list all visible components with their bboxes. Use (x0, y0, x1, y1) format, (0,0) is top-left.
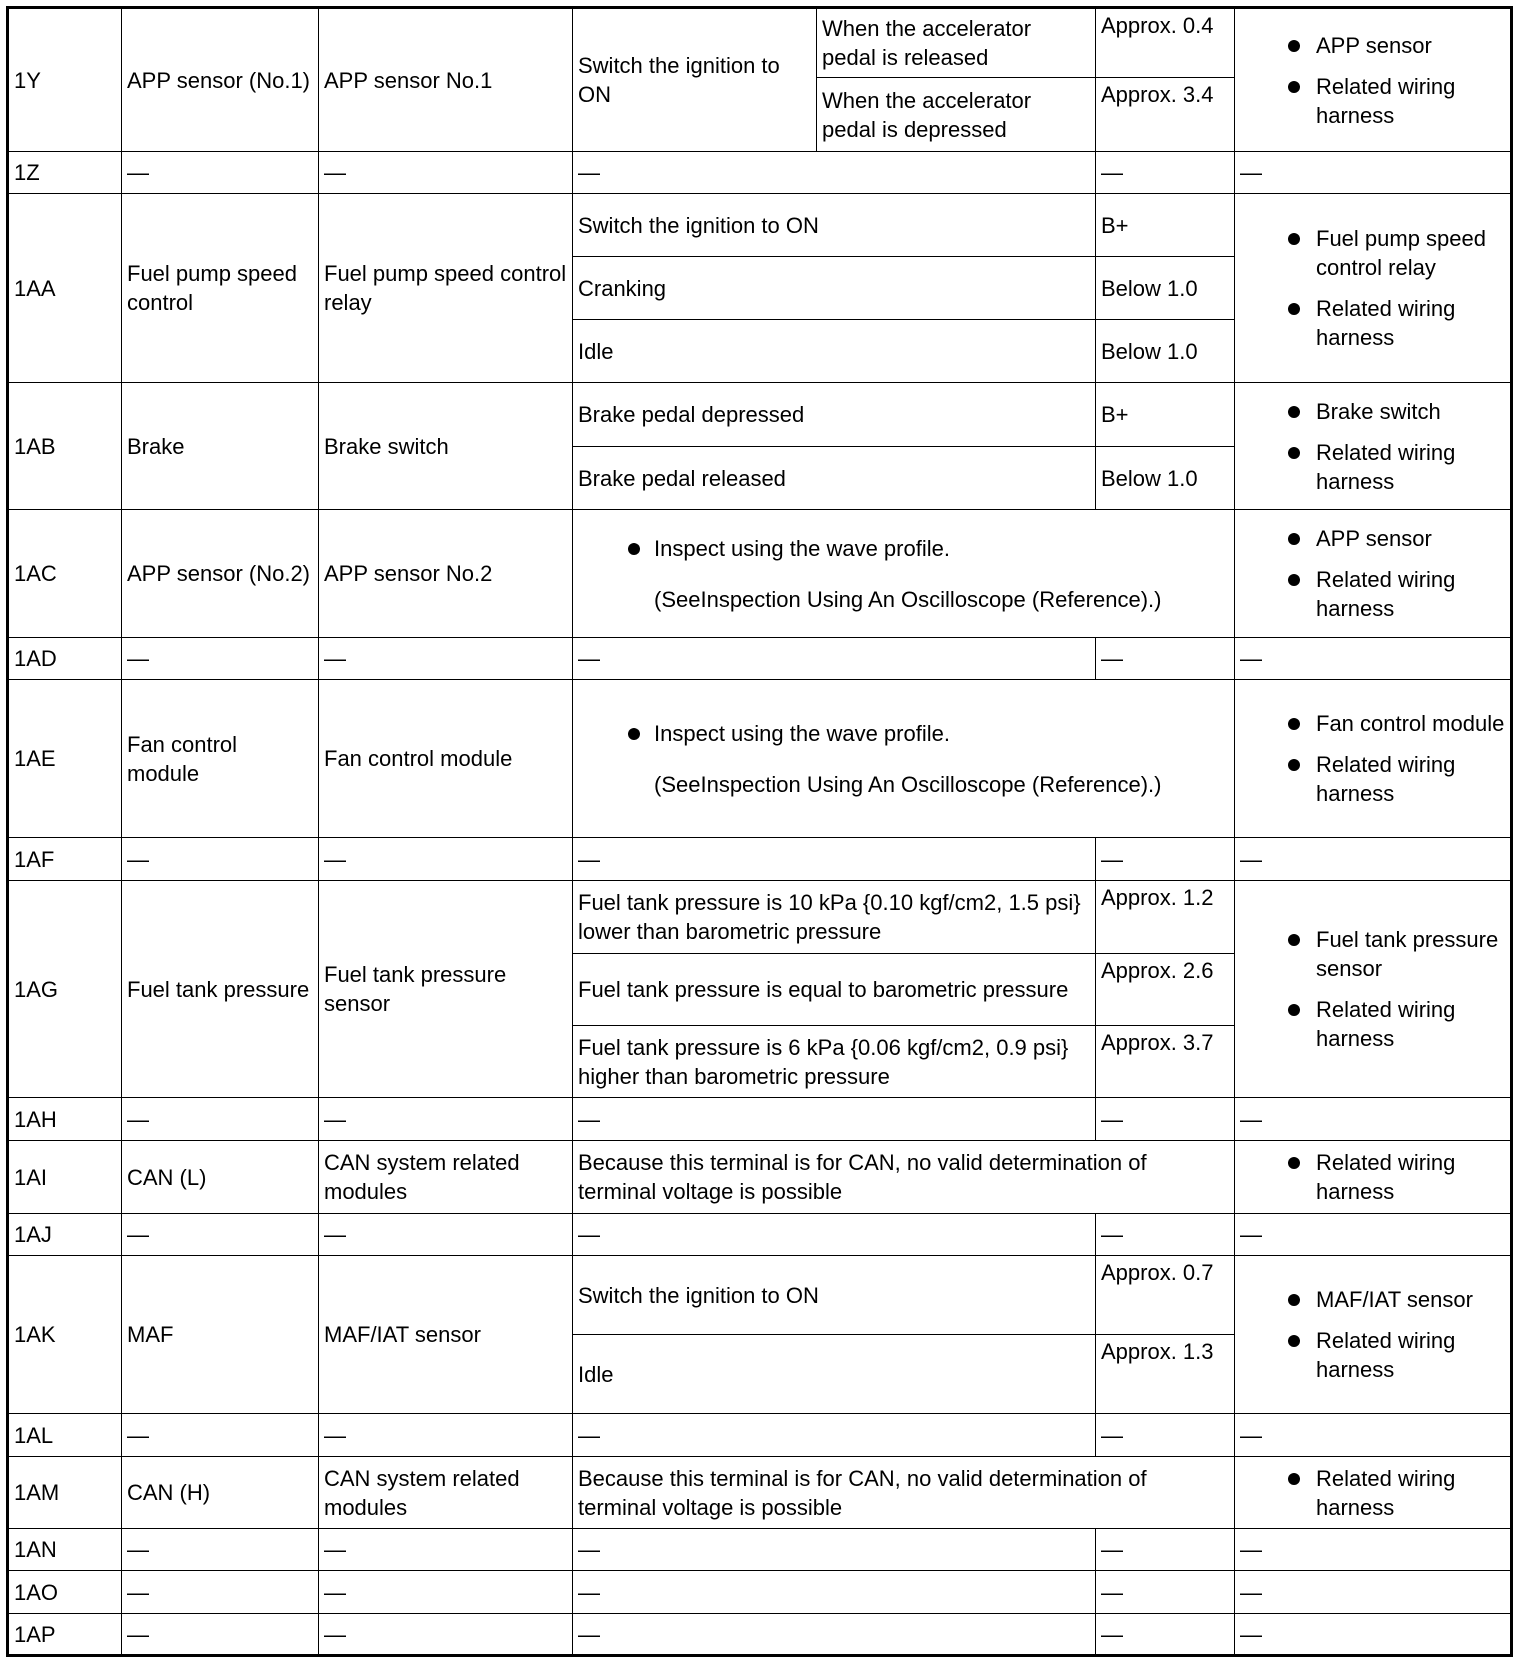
condition-cell: — (573, 1614, 1096, 1656)
inspection-cell (1235, 1457, 1512, 1529)
inspection-list (1240, 31, 1505, 130)
terminal-cell: 1AK (8, 1256, 122, 1414)
connected-to-cell: APP sensor No.2 (319, 510, 573, 638)
voltage-cell: Below 1.0 (1096, 320, 1235, 383)
condition-cell: — (573, 1571, 1096, 1614)
signal-cell: — (122, 1098, 319, 1141)
condition-cell: — (573, 1529, 1096, 1571)
connected-to-cell: — (319, 1098, 573, 1141)
inspection-item: APP sensor (1240, 524, 1505, 553)
terminal-cell: 1AD (8, 638, 122, 680)
terminal-cell: 1AC (8, 510, 122, 638)
terminal-cell: 1AJ (8, 1214, 122, 1256)
signal-cell: — (122, 638, 319, 680)
signal-cell: — (122, 152, 319, 194)
inspection-list (1240, 925, 1505, 1053)
inspection-cell: — (1235, 1414, 1512, 1457)
condition-cell: Cranking (573, 257, 1096, 320)
table-row (8, 1098, 1512, 1141)
terminal-cell: 1Z (8, 152, 122, 194)
inspection-list (1240, 709, 1505, 808)
terminal-cell: 1AN (8, 1529, 122, 1571)
table-row (8, 1529, 1512, 1571)
note-text: Inspect using the wave profile. (654, 720, 950, 746)
condition-cell: When the accelerator pedal is depressed (817, 78, 1096, 152)
signal-cell: Brake (122, 383, 319, 510)
table-row (8, 1141, 1512, 1214)
voltage-cell: — (1096, 638, 1235, 680)
voltage-cell: Below 1.0 (1096, 447, 1235, 510)
signal-cell: APP sensor (No.2) (122, 510, 319, 638)
condition-cell: — (573, 152, 1096, 194)
condition-cell (573, 680, 1235, 838)
table-row (8, 510, 1512, 638)
signal-cell: CAN (L) (122, 1141, 319, 1214)
connected-to-cell: Fan control module (319, 680, 573, 838)
signal-cell: Fan control module (122, 680, 319, 838)
condition-cell: Because this terminal is for CAN, no valid determination of terminal voltage is possible (573, 1457, 1235, 1529)
wave-profile-note (578, 719, 1229, 799)
table-row (8, 1214, 1512, 1256)
table-row (8, 8, 1512, 78)
table-row (8, 680, 1512, 838)
voltage-cell: B+ (1096, 194, 1235, 257)
wave-profile-note (578, 534, 1229, 614)
inspection-cell: — (1235, 1614, 1512, 1656)
voltage-cell: Approx. 1.3 (1096, 1335, 1235, 1414)
condition-cell: Idle (573, 320, 1096, 383)
connected-to-cell: CAN system related modules (319, 1141, 573, 1214)
condition-cell: Because this terminal is for CAN, no valid determination of terminal voltage is possible (573, 1141, 1235, 1214)
inspection-item: Brake switch (1240, 397, 1505, 426)
table-row (8, 838, 1512, 881)
terminal-cell: 1AL (8, 1414, 122, 1457)
inspection-cell (1235, 194, 1512, 383)
voltage-cell: Approx. 1.2 (1096, 881, 1235, 954)
condition-cell: When the accelerator pedal is released (817, 8, 1096, 78)
bullet-icon (628, 543, 640, 555)
condition-main-cell: Switch the ignition to ON (573, 8, 817, 152)
condition-cell: Brake pedal depressed (573, 383, 1096, 447)
inspection-item: Related wiring harness (1240, 995, 1505, 1053)
condition-cell: — (573, 1414, 1096, 1457)
inspection-item: Related wiring harness (1240, 1464, 1505, 1522)
condition-cell: Fuel tank pressure is equal to barometric pressure (573, 954, 1096, 1026)
inspection-list (1240, 1464, 1505, 1522)
voltage-cell: Below 1.0 (1096, 257, 1235, 320)
condition-cell: — (573, 1214, 1096, 1256)
condition-cell: — (573, 838, 1096, 881)
inspection-cell: — (1235, 1214, 1512, 1256)
condition-cell: — (573, 1098, 1096, 1141)
table-row (8, 1256, 1512, 1335)
inspection-cell: — (1235, 1529, 1512, 1571)
condition-cell: Idle (573, 1335, 1096, 1414)
inspection-item: Related wiring harness (1240, 565, 1505, 623)
inspection-cell (1235, 881, 1512, 1098)
connected-to-cell: — (319, 152, 573, 194)
condition-cell: — (573, 638, 1096, 680)
voltage-cell: Approx. 0.4 (1096, 8, 1235, 78)
signal-cell: — (122, 1414, 319, 1457)
terminal-cell: 1AM (8, 1457, 122, 1529)
inspection-list (1240, 1285, 1505, 1384)
connected-to-cell: APP sensor No.1 (319, 8, 573, 152)
voltage-cell: Approx. 3.4 (1096, 78, 1235, 152)
voltage-cell: B+ (1096, 383, 1235, 447)
table-row (8, 1614, 1512, 1656)
inspection-cell: — (1235, 638, 1512, 680)
terminal-cell: 1AH (8, 1098, 122, 1141)
signal-cell: — (122, 1529, 319, 1571)
inspection-item: Related wiring harness (1240, 294, 1505, 352)
inspection-cell (1235, 680, 1512, 838)
terminal-cell: 1AF (8, 838, 122, 881)
inspection-cell (1235, 8, 1512, 152)
inspection-cell (1235, 510, 1512, 638)
signal-cell: — (122, 1214, 319, 1256)
connected-to-cell: — (319, 1214, 573, 1256)
terminal-cell: 1AI (8, 1141, 122, 1214)
reference-link[interactable]: (SeeInspection Using An Oscilloscope (Reference).) (654, 771, 1162, 797)
terminal-cell: 1AE (8, 680, 122, 838)
signal-cell: — (122, 1571, 319, 1614)
connected-to-cell: — (319, 638, 573, 680)
signal-cell: Fuel pump speed control (122, 194, 319, 383)
table-row (8, 194, 1512, 257)
voltage-cell: Approx. 3.7 (1096, 1026, 1235, 1098)
terminal-voltage-table (6, 6, 1513, 1657)
inspection-item: Related wiring harness (1240, 438, 1505, 496)
signal-cell: CAN (H) (122, 1457, 319, 1529)
note-text: Inspect using the wave profile. (654, 535, 950, 561)
terminal-cell: 1Y (8, 8, 122, 152)
inspection-cell (1235, 383, 1512, 510)
terminal-cell: 1AG (8, 881, 122, 1098)
voltage-cell: Approx. 0.7 (1096, 1256, 1235, 1335)
connected-to-cell: CAN system related modules (319, 1457, 573, 1529)
inspection-cell (1235, 1256, 1512, 1414)
inspection-item: Related wiring harness (1240, 1326, 1505, 1384)
table-row (8, 638, 1512, 680)
table-row (8, 152, 1512, 194)
signal-cell: — (122, 838, 319, 881)
condition-cell (573, 510, 1235, 638)
table-row (8, 383, 1512, 447)
connected-to-cell: Fuel pump speed control relay (319, 194, 573, 383)
table-row (8, 1414, 1512, 1457)
inspection-item: Fuel tank pressure sensor (1240, 925, 1505, 983)
terminal-cell: 1AB (8, 383, 122, 510)
voltage-cell: — (1096, 1414, 1235, 1457)
connected-to-cell: — (319, 1614, 573, 1656)
signal-cell: — (122, 1614, 319, 1656)
inspection-item: Related wiring harness (1240, 750, 1505, 808)
inspection-list (1240, 1148, 1505, 1206)
inspection-cell: — (1235, 152, 1512, 194)
inspection-item: Fuel pump speed control relay (1240, 224, 1505, 282)
voltage-cell: — (1096, 838, 1235, 881)
condition-cell: Switch the ignition to ON (573, 194, 1096, 257)
inspection-item: APP sensor (1240, 31, 1505, 60)
voltage-cell: — (1096, 1614, 1235, 1656)
condition-cell: Fuel tank pressure is 6 kPa {0.06 kgf/cm2, 0.9 psi} higher than barometric pressure (573, 1026, 1096, 1098)
inspection-item: Fan control module (1240, 709, 1505, 738)
terminal-cell: 1AA (8, 194, 122, 383)
voltage-cell: — (1096, 1571, 1235, 1614)
connected-to-cell: Brake switch (319, 383, 573, 510)
condition-cell: Switch the ignition to ON (573, 1256, 1096, 1335)
terminal-cell: 1AP (8, 1614, 122, 1656)
inspection-cell: — (1235, 1571, 1512, 1614)
inspection-list (1240, 524, 1505, 623)
condition-cell: Fuel tank pressure is 10 kPa {0.10 kgf/cm2, 1.5 psi} lower than barometric pressure (573, 881, 1096, 954)
inspection-cell (1235, 1141, 1512, 1214)
connected-to-cell: — (319, 1529, 573, 1571)
table-row (8, 1571, 1512, 1614)
inspection-item: Related wiring harness (1240, 72, 1505, 130)
signal-cell: APP sensor (No.1) (122, 8, 319, 152)
condition-cell: Brake pedal released (573, 447, 1096, 510)
connected-to-cell: — (319, 1571, 573, 1614)
inspection-item: Related wiring harness (1240, 1148, 1505, 1206)
inspection-list (1240, 397, 1505, 496)
voltage-cell: — (1096, 1529, 1235, 1571)
signal-cell: MAF (122, 1256, 319, 1414)
inspection-item: MAF/IAT sensor (1240, 1285, 1505, 1314)
terminal-cell: 1AO (8, 1571, 122, 1614)
voltage-cell: — (1096, 1214, 1235, 1256)
connected-to-cell: — (319, 838, 573, 881)
reference-link[interactable]: (SeeInspection Using An Oscilloscope (Reference).) (654, 586, 1162, 612)
voltage-cell: Approx. 2.6 (1096, 954, 1235, 1026)
table-row (8, 881, 1512, 954)
connected-to-cell: Fuel tank pressure sensor (319, 881, 573, 1098)
connected-to-cell: MAF/IAT sensor (319, 1256, 573, 1414)
signal-cell: Fuel tank pressure (122, 881, 319, 1098)
voltage-cell: — (1096, 152, 1235, 194)
inspection-cell: — (1235, 1098, 1512, 1141)
voltage-cell: — (1096, 1098, 1235, 1141)
inspection-cell: — (1235, 838, 1512, 881)
table-row (8, 1457, 1512, 1529)
inspection-list (1240, 224, 1505, 352)
connected-to-cell: — (319, 1414, 573, 1457)
bullet-icon (628, 728, 640, 740)
